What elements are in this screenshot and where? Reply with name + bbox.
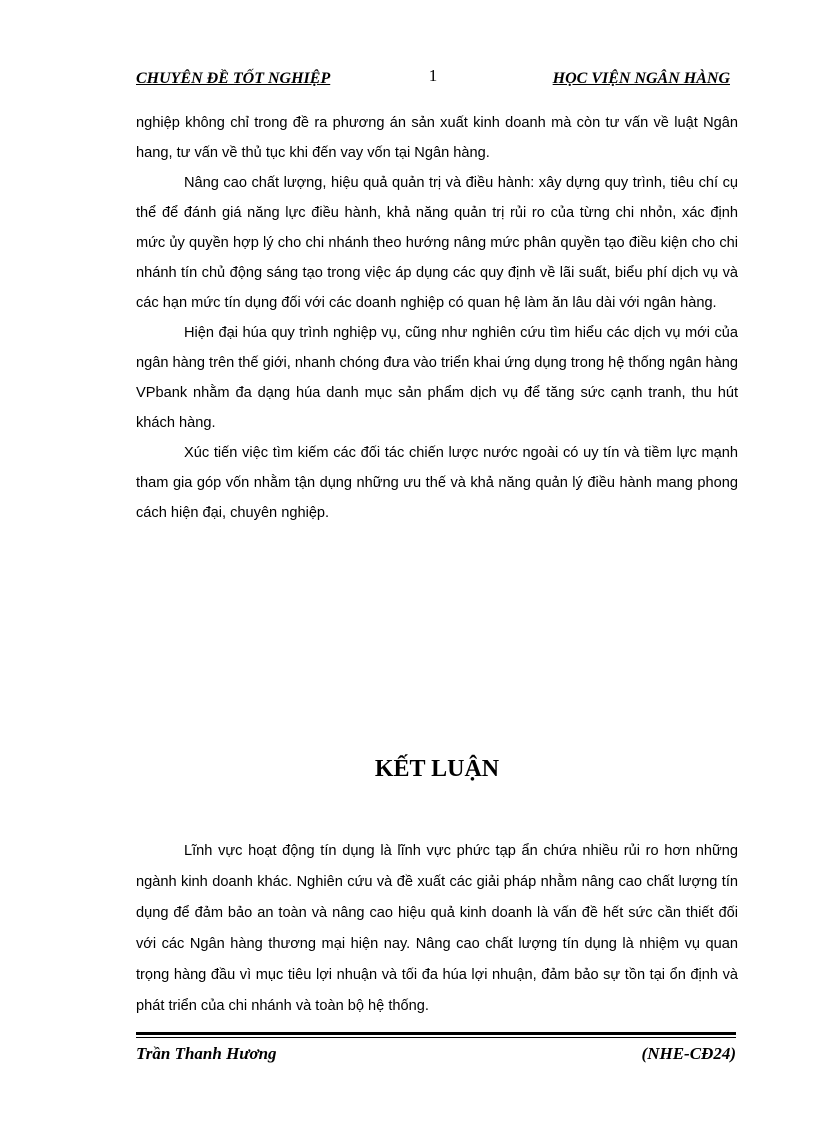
body-paragraph: Xúc tiến việc tìm kiếm các đối tác chiến lược nước ngoài có uy tín và tiềm lực mạnh tham gia góp vốn nhằm tận dụng những ưu thế và khả năng quản lý điều hành mang phong cách hiện đại, chuyên nghiệp. bbox=[136, 445, 738, 521]
page-footer bbox=[136, 1044, 736, 1068]
header-thesis-label: CHUYÊN ĐỀ TỐT NGHIỆP bbox=[136, 70, 331, 87]
conclusion-text bbox=[136, 836, 738, 1022]
conclusion-paragraph: Lĩnh vực hoạt động tín dụng là lĩnh vực phức tạp ẩn chứa nhiều rủi ro hơn những ngành kinh doanh khác. Nghiên cứu và đề xuất các giải pháp nhằm nâng cao chất lượng tín dụng để đảm bảo an toàn và nâng cao hiệu quả kinh doanh là vấn đề hết sức cần thiết đối với các Ngân hàng thương mại hiện nay. Nâng cao chất lượng tín dụng là nhiệm vụ quan trọng hàng đầu vì mục tiêu lợi nhuận và tối đa húa lợi nhuận, đảm bảo sự tồn tại ổn định và phát triển của chi nhánh và toàn bộ hệ thống. bbox=[136, 843, 738, 1014]
page-number: 1 bbox=[428, 66, 438, 85]
header-institution-label: HỌC VIỆN NGÂN HÀNG bbox=[552, 70, 730, 87]
body-paragraph: Nâng cao chất lượng, hiệu quả quản trị và điều hành: xây dựng quy trình, tiêu chí cụ thể để đánh giá năng lực điều hành, khả năng quản trị rủi ro của từng chi nhỏn, xác định mức ủy quyền hợp lý cho chi nhánh theo hướng nâng mức phân quyền tạo điều kiện cho chi nhánh tín chủ động sáng tạo trong việc áp dụng các quy định về lãi suất, biểu phí dịch vụ và các hạn mức tín dụng đối với các doanh nghiệp có quan hệ làm ăn lâu dài với ngân hàng. bbox=[136, 175, 738, 311]
body-text bbox=[136, 108, 738, 528]
body-paragraph: nghiệp không chỉ trong đề ra phương án sản xuất kinh doanh mà còn tư vấn về luật Ngân hang, tư vấn về thủ tục khi đến vay vốn tại Ngân hàng. bbox=[136, 115, 738, 161]
page-header bbox=[136, 66, 730, 92]
conclusion-heading: KẾT LUẬN bbox=[374, 756, 500, 782]
body-paragraph: Hiện đại húa quy trình nghiệp vụ, cũng như nghiên cứu tìm hiểu các dịch vụ mới của ngân hàng trên thế giới, nhanh chóng đưa vào triển khai ứng dụng trong hệ thống ngân hàng VPbank nhằm đa dạng húa danh mục sản phẩm dịch vụ để tăng sức cạnh tranh, thu hút khách hàng. bbox=[136, 325, 738, 431]
footer-divider bbox=[136, 1032, 736, 1038]
footer-code: (NHE-CĐ24) bbox=[641, 1044, 736, 1063]
footer-author: Trần Thanh Hương bbox=[136, 1044, 277, 1063]
